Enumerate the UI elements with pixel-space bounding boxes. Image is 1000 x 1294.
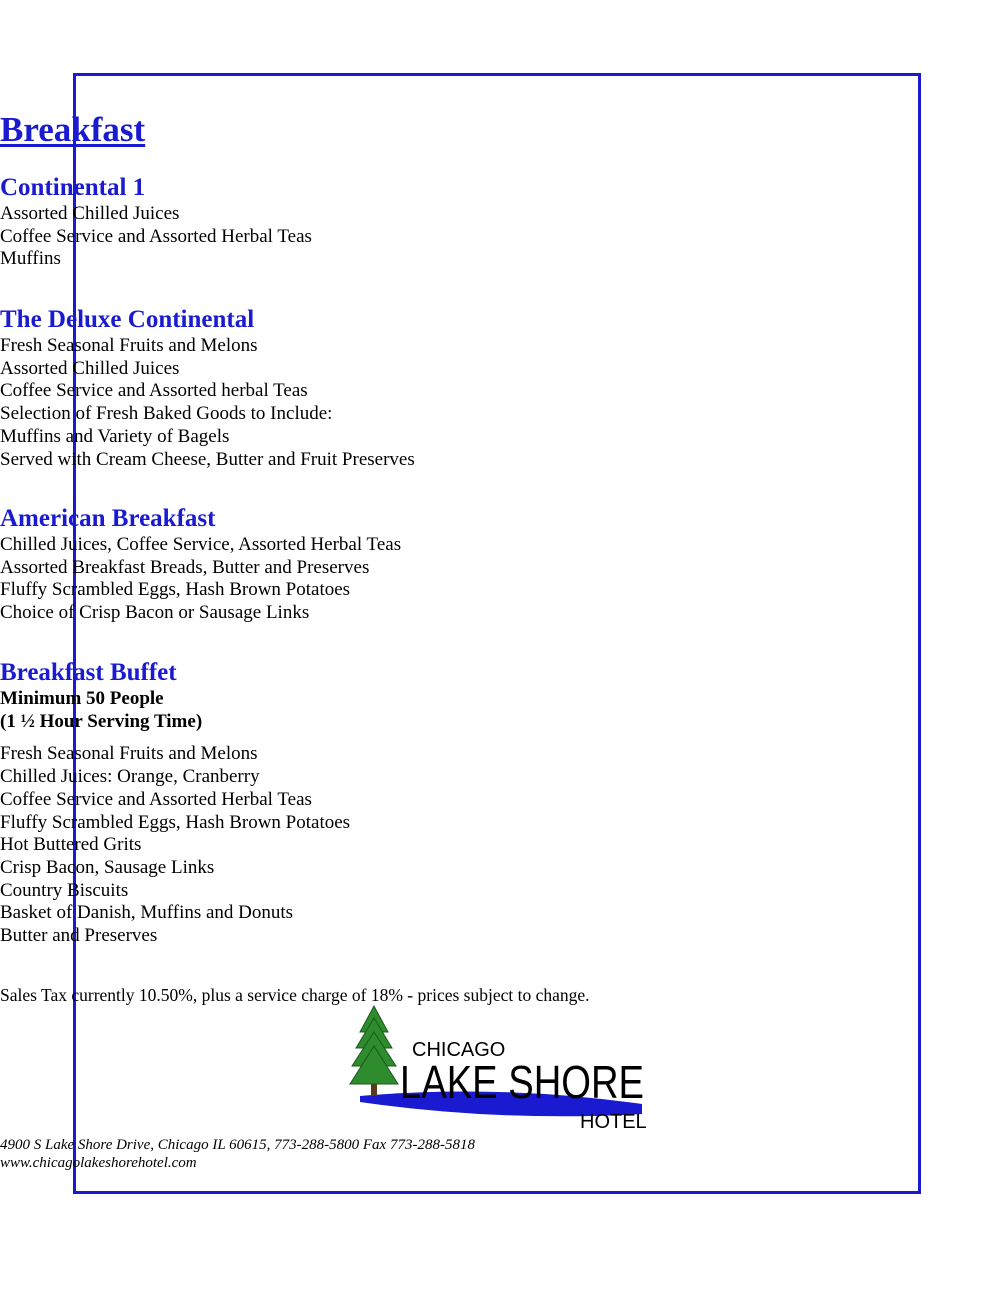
- menu-item: Fresh Seasonal Fruits and Melons: [0, 335, 258, 356]
- menu-item: Muffins and Variety of Bagels: [0, 425, 230, 447]
- menu-item: Butter and Preserves: [0, 925, 158, 947]
- menu-item: Chilled Juices: Orange, Cranberry: [0, 766, 260, 788]
- menu-item: Coffee Service and Assorted Herbal Teas: [0, 225, 312, 247]
- menu-item: Assorted Chilled Juices: [0, 357, 180, 379]
- section-heading: American Breakfast: [0, 505, 216, 532]
- logo-text-chicago: CHICAGO: [412, 1039, 506, 1061]
- menu-item: Fresh Seasonal Fruits and Melons: [0, 743, 258, 765]
- logo-text-lakeshore: LAKE SHORE: [400, 1056, 644, 1108]
- menu-item: Crisp Bacon, Sausage Links: [0, 856, 215, 878]
- menu-item: Fluffy Scrambled Eggs, Hash Brown Potatoes: [0, 579, 351, 601]
- section-heading: The Deluxe Continental: [0, 306, 255, 333]
- footer-address: 4900 S Lake Shore Drive, Chicago IL 60615, 773-288-5800 Fax 773-288-5818: [0, 1137, 475, 1153]
- section-heading: Continental 1: [0, 174, 146, 201]
- footer: [0, 1136, 1000, 1172]
- footer-website[interactable]: www.chicagolakeshorehotel.com: [0, 1155, 197, 1171]
- menu-section-american-breakfast: [0, 504, 1000, 625]
- menu-section-continental-1: [0, 173, 1000, 271]
- logo-text-hotel: HOTEL: [580, 1111, 647, 1133]
- menu-item: Choice of Crisp Bacon or Sausage Links: [0, 602, 310, 624]
- menu-item: Assorted Chilled Juices: [0, 203, 180, 224]
- menu-item: Country Biscuits: [0, 879, 129, 901]
- sales-tax-note: Sales Tax currently 10.50%, plus a service charge of 18% - prices subject to change.: [0, 985, 590, 1005]
- page-title: Breakfast: [0, 110, 146, 149]
- menu-item: Assorted Breakfast Breads, Butter and Preserves: [0, 556, 370, 578]
- menu-item: Coffee Service and Assorted herbal Teas: [0, 380, 308, 402]
- menu-item: Selection of Fresh Baked Goods to Include:: [0, 403, 333, 425]
- menu-section-breakfast-buffet: [0, 658, 1000, 948]
- section-subheading: Minimum 50 People: [0, 688, 164, 709]
- menu-item: Served with Cream Cheese, Butter and Fruit Preserves: [0, 448, 415, 470]
- menu-item: Fluffy Scrambled Eggs, Hash Brown Potatoes: [0, 811, 351, 833]
- menu-item: Muffins: [0, 248, 61, 270]
- menu-item: Coffee Service and Assorted Herbal Teas: [0, 788, 312, 810]
- menu-item: Hot Buttered Grits: [0, 834, 142, 856]
- menu-section-deluxe-continental: [0, 305, 1000, 471]
- menu-item: Chilled Juices, Coffee Service, Assorted Herbal Teas: [0, 534, 402, 555]
- section-subheading: (1 ½ Hour Serving Time): [0, 710, 203, 732]
- pine-tree-icon: [350, 1006, 398, 1096]
- section-heading: Breakfast Buffet: [0, 659, 177, 686]
- menu-item: Basket of Danish, Muffins and Donuts: [0, 902, 294, 924]
- hotel-logo: [350, 1004, 650, 1134]
